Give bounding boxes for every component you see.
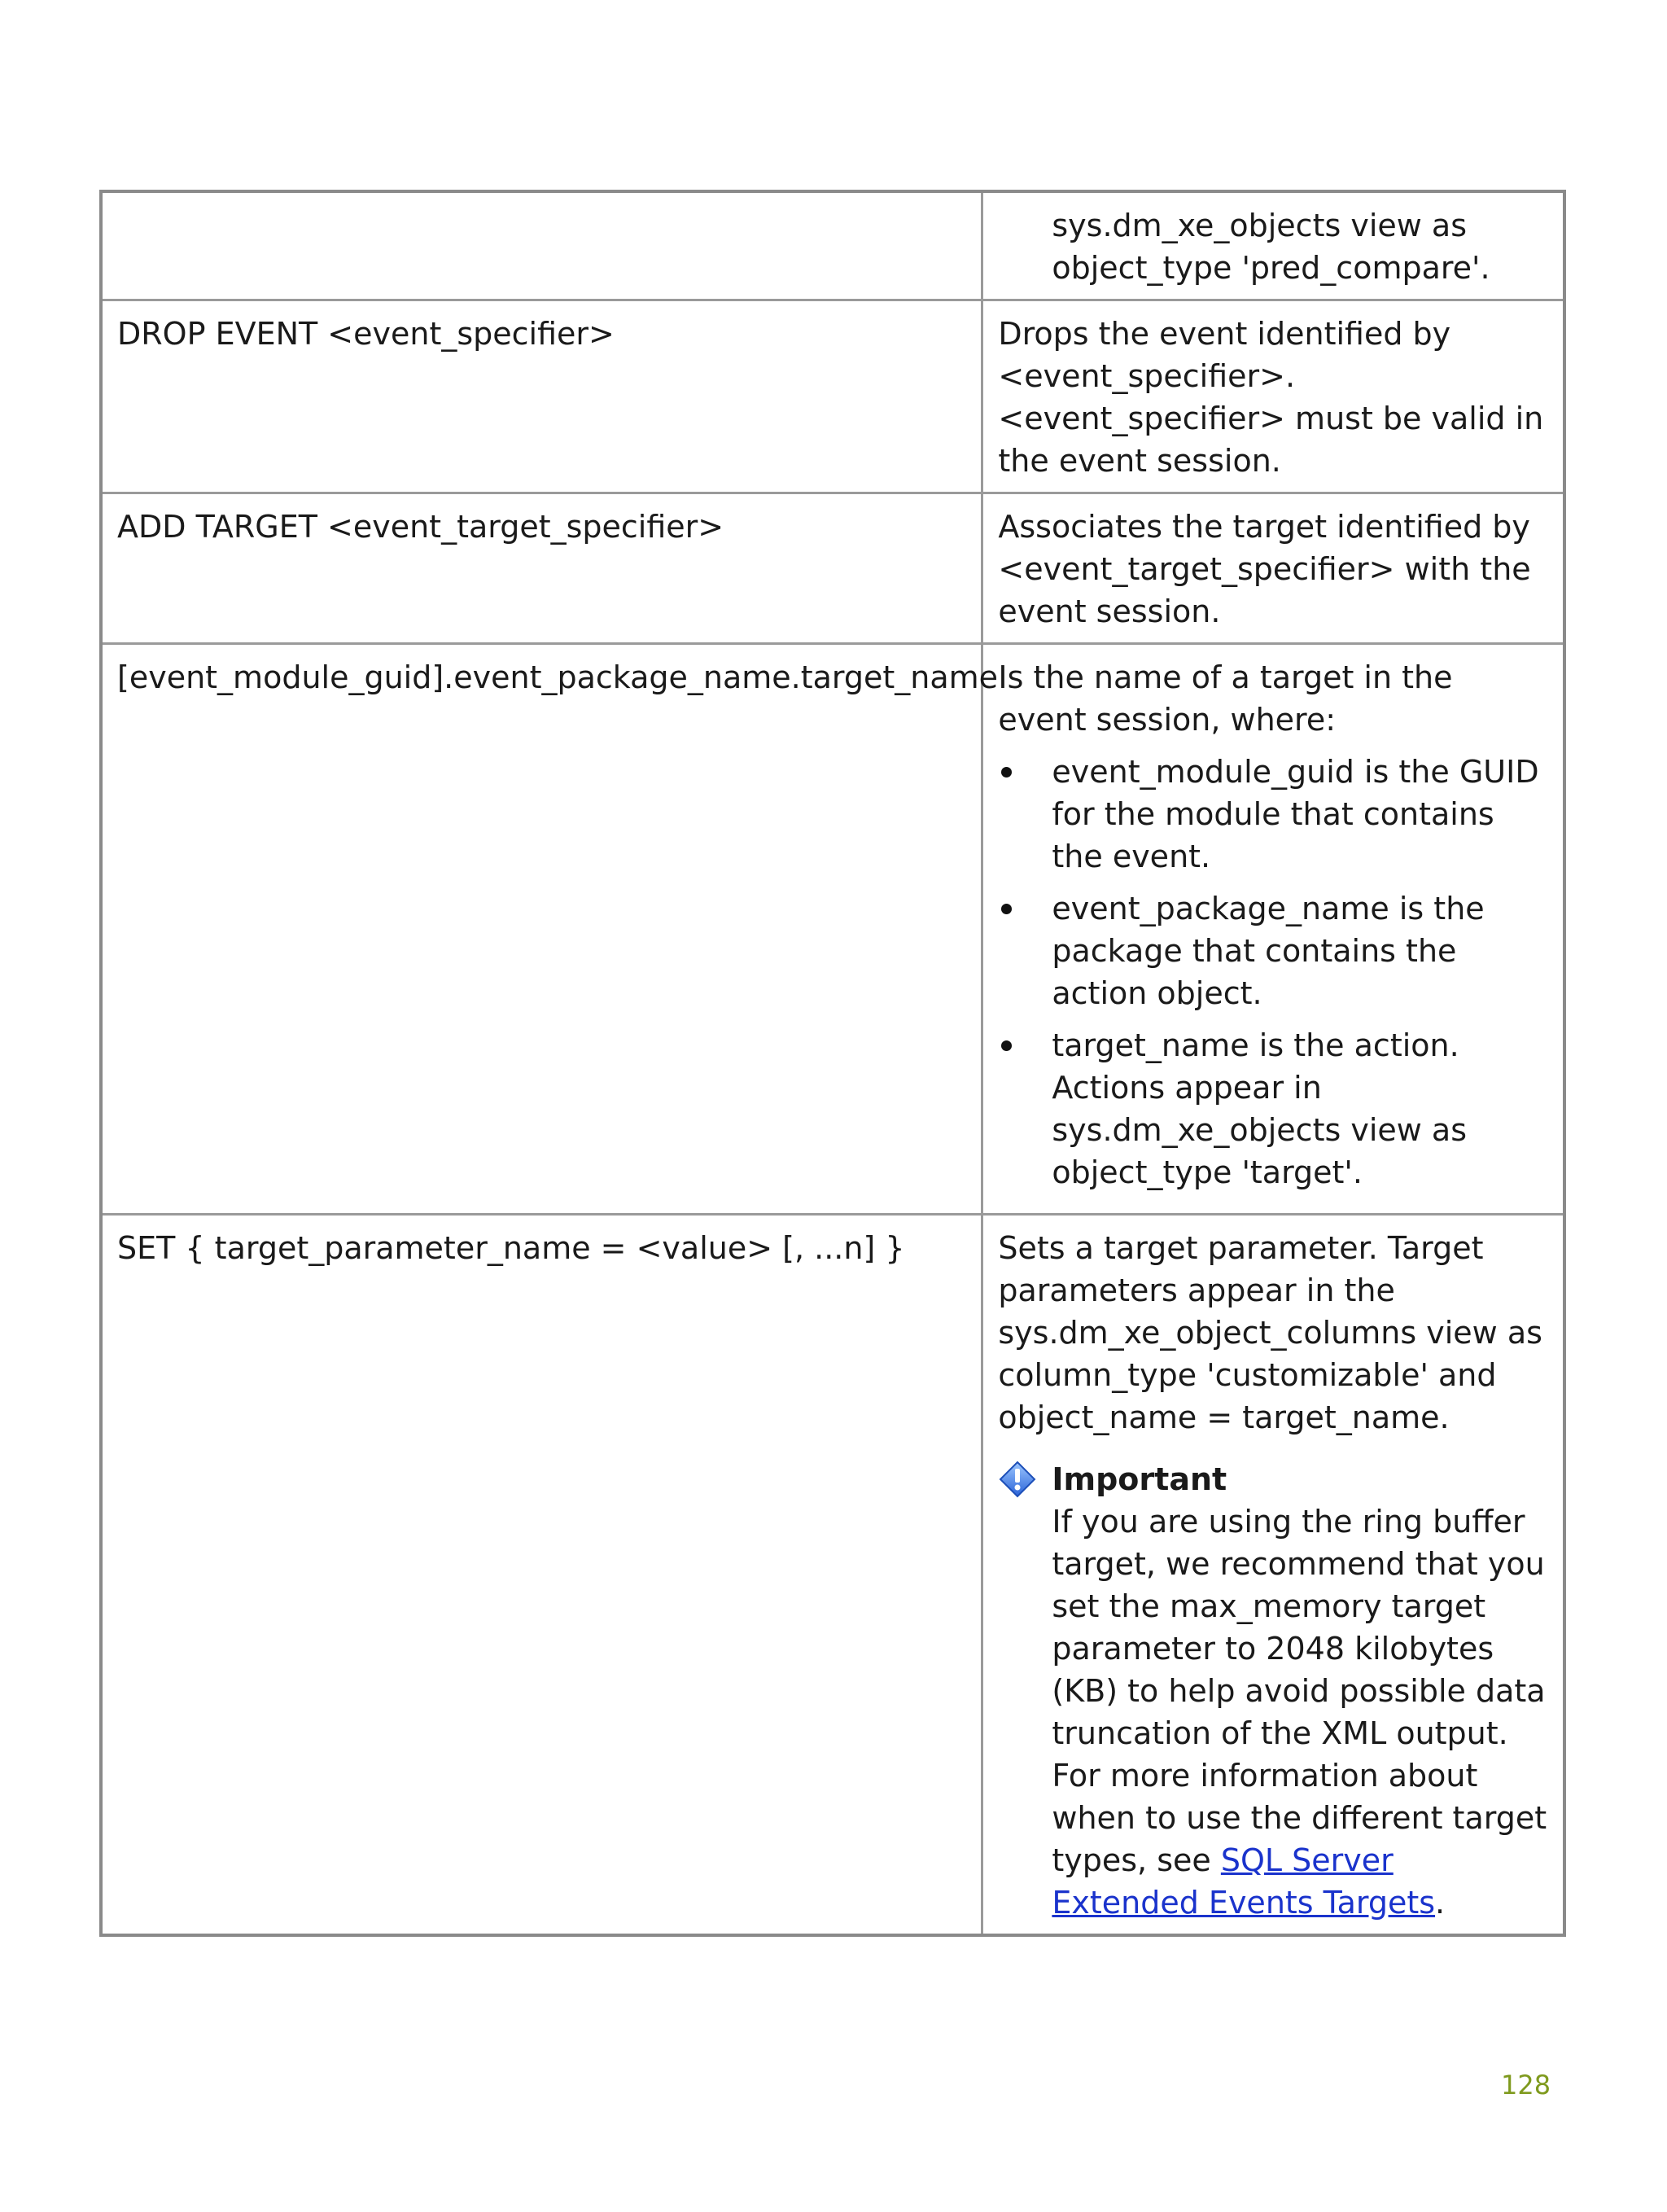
note-body: If you are using the ring buffer target, we recommend that you set the max_memory target parameter to 2048 kilobytes (KB) to help avoid possible data truncation of the XML output. For more information about when to use the different target types, see SQL Server Extended Events Targets. bbox=[1052, 1504, 1547, 1921]
list-item: event_package_name is the package that contains the action object. bbox=[998, 887, 1548, 1014]
table-row bbox=[101, 1215, 1564, 1936]
continued-text-line: object_type 'pred_compare'. bbox=[1052, 250, 1490, 286]
table-cell-syntax: [event_module_guid].event_package_name.target_name bbox=[101, 644, 982, 1215]
bullet-icon bbox=[1001, 767, 1012, 777]
sql-server-extended-events-targets-link[interactable]: SQL Server Extended Events Targets bbox=[1052, 1842, 1436, 1921]
table-cell-description: Is the name of a target in the event session, where: event_module_guid is the GUID for the module that contains the event. event_package_name is the package that contains the action object. target_name is the action. Actions appear in sys.dm_xe_objects view as object_type 'target'. bbox=[982, 644, 1564, 1215]
note-title: Important bbox=[1052, 1461, 1227, 1497]
bullet-icon bbox=[1001, 1040, 1012, 1051]
table-row bbox=[101, 644, 1564, 1215]
table-cell-syntax: SET { target_parameter_name = <value> [, ...n] } bbox=[101, 1215, 982, 1936]
continued-text-line: sys.dm_xe_objects view as bbox=[1052, 208, 1468, 243]
page-number: 128 bbox=[1501, 2070, 1551, 2100]
info-icon bbox=[998, 1460, 1037, 1499]
bullet-icon bbox=[1001, 904, 1012, 914]
table-cell-syntax: ADD TARGET <event_target_specifier> bbox=[101, 493, 982, 644]
table-row bbox=[101, 300, 1564, 493]
table-cell-syntax bbox=[101, 191, 982, 300]
table-cell-description: Drops the event identified by <event_specifier>. <event_specifier> must be valid in the event session. bbox=[982, 300, 1564, 493]
table-cell-description: Associates the target identified by <event_target_specifier> with the event session. bbox=[982, 493, 1564, 644]
table-cell-syntax: DROP EVENT <event_specifier> bbox=[101, 300, 982, 493]
important-note bbox=[998, 1458, 1548, 1924]
table-row bbox=[101, 191, 1564, 300]
table-cell-description bbox=[982, 191, 1564, 300]
list-item: target_name is the action. Actions appear in sys.dm_xe_objects view as object_type 'target'. bbox=[998, 1024, 1548, 1194]
list-item: event_module_guid is the GUID for the module that contains the event. bbox=[998, 751, 1548, 878]
bullet-list bbox=[998, 751, 1548, 1194]
syntax-table bbox=[99, 190, 1566, 1937]
table-cell-description: Sets a target parameter. Target parameters appear in the sys.dm_xe_object_columns view as column_type 'customizable' and object_name = target_name. Important If you are using the ring buffer target, we recommend that you set the max_memory target parameter to 2048 kilobytes (KB) to help avoid possible data truncation of the XML output. For more information about when to use the different target types, see SQL Server Extended Events Targets. bbox=[982, 1215, 1564, 1936]
table-row bbox=[101, 493, 1564, 644]
